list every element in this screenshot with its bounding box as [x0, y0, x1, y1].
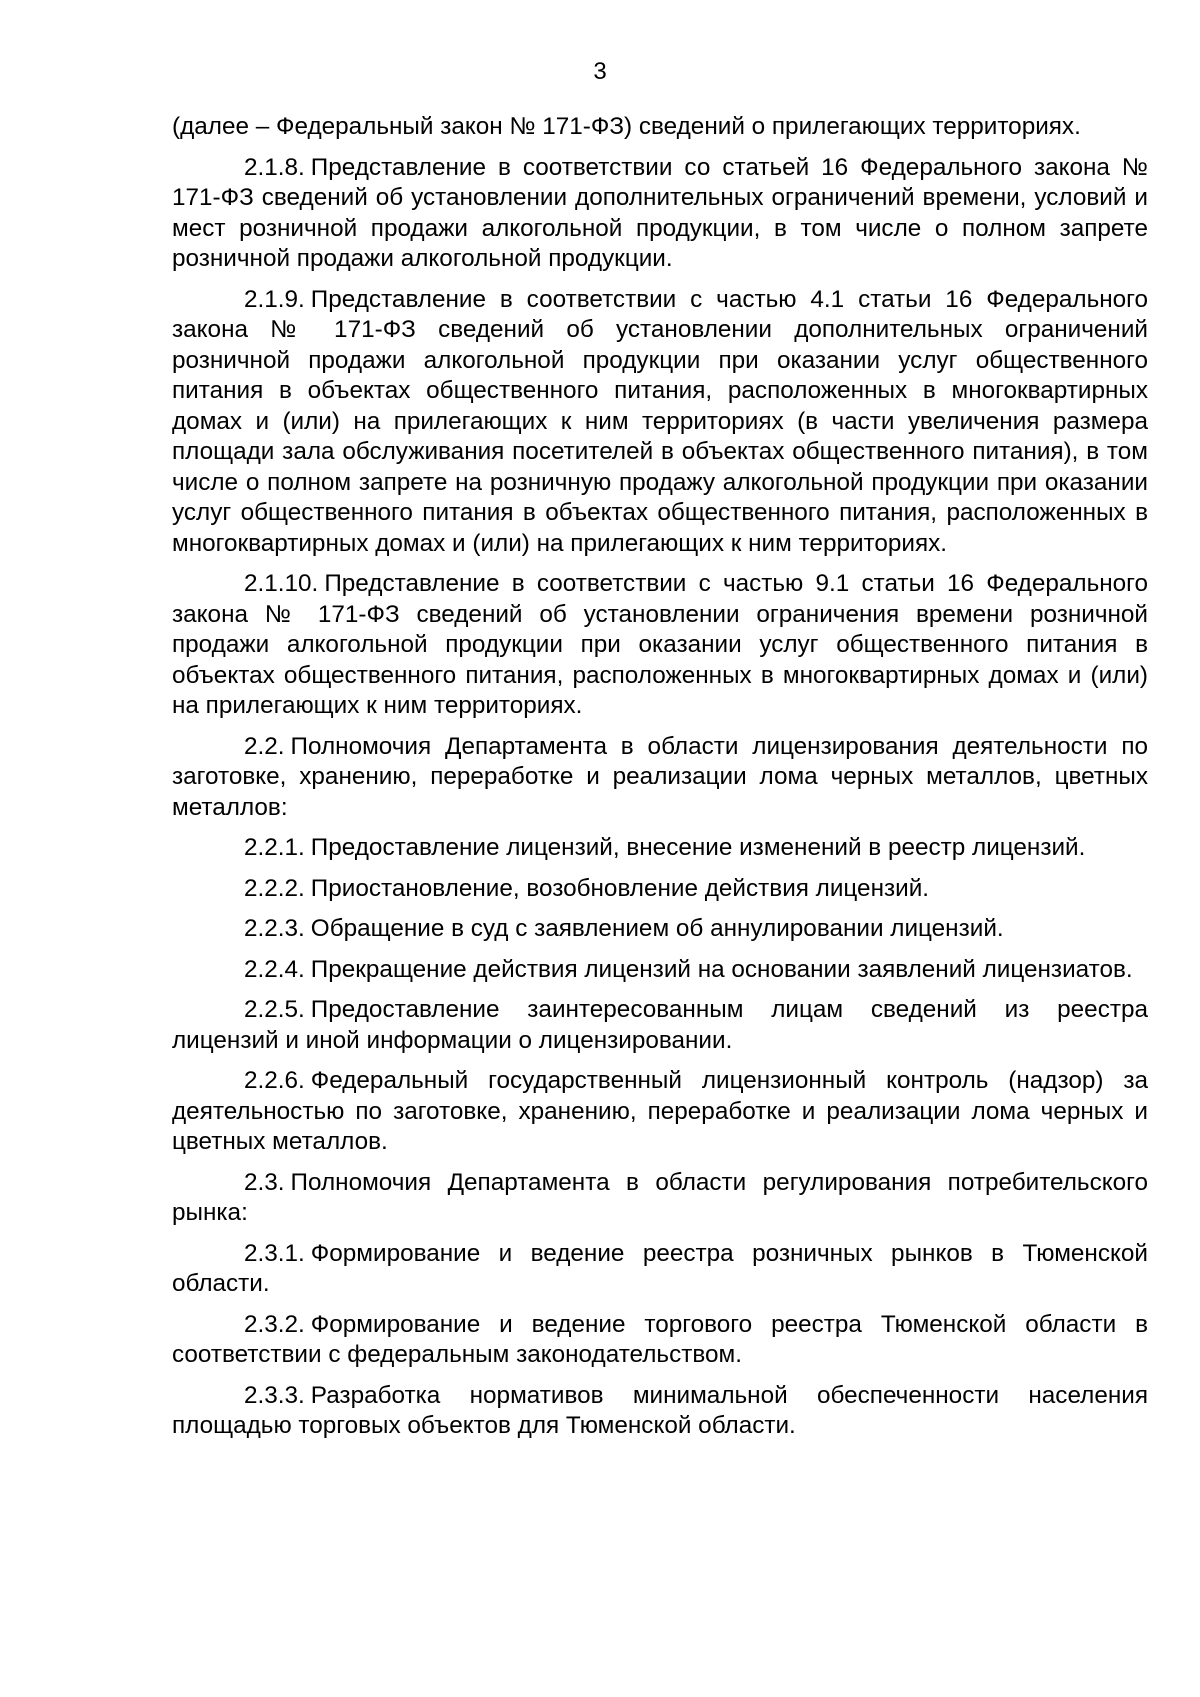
paragraph-number: 2.2.6. — [244, 1067, 305, 1094]
paragraph-number: 2.3.2. — [244, 1310, 305, 1338]
paragraph-number: 2.1.8. — [244, 153, 305, 181]
paragraph-text: Полномочия Департамента в области лицензирования деятельности по заготовке, хранению, переработке и реализации лома черных металлов, цветных металлов: — [172, 732, 1148, 821]
page-number: 3 — [593, 58, 607, 85]
paragraph-number: 2.3. — [244, 1168, 285, 1196]
paragraph-text: Предоставление заинтересованным лицам сведений из реестра лицензий и иной информации о лицензировании. — [172, 996, 1148, 1054]
paragraph-number: 2.2.3. — [244, 915, 305, 942]
paragraph-2-3 — [172, 1168, 1148, 1229]
paragraph-text: Прекращение действия лицензий на основании заявлений лицензиатов. — [310, 955, 1133, 983]
paragraph-2-2-6 — [172, 1066, 1148, 1158]
paragraph-continuation — [172, 112, 1148, 143]
paragraph-number: 2.3.1. — [244, 1239, 305, 1267]
paragraph-text: Полномочия Департамента в области регулирования потребительского рынка: — [172, 1168, 1148, 1226]
paragraph-text: Представление в соответствии со статьей 16 Федерального закона № 171-ФЗ сведений об установлении дополнительных ограничений времени, условий и мест розничной продажи алкогольной продукции, в том числе о полном запрете розничной продажи алкогольной продукции. — [172, 153, 1148, 272]
paragraph-number: 2.2.1. — [244, 834, 305, 861]
paragraph-number: 2.2. — [244, 732, 285, 760]
paragraph-2-1-9 — [172, 285, 1148, 560]
paragraph-2-3-1 — [172, 1239, 1148, 1300]
paragraph-2-2 — [172, 732, 1148, 824]
paragraph-2-2-2 — [172, 874, 1148, 905]
paragraph-2-1-10 — [172, 569, 1148, 722]
paragraph-2-2-1 — [172, 833, 1148, 864]
paragraph-number: 2.2.5. — [244, 996, 305, 1023]
paragraph-2-3-2 — [172, 1310, 1148, 1371]
paragraph-2-2-5 — [172, 995, 1148, 1056]
paragraph-text: Обращение в суд с заявлением об аннулировании лицензий. — [310, 915, 1004, 942]
paragraph-2-3-3 — [172, 1381, 1148, 1442]
document-body — [172, 112, 1148, 1452]
paragraph-2-1-8 — [172, 153, 1148, 275]
paragraph-text: Разработка нормативов минимальной обеспеченности населения площадью торговых объектов для Тюменской области. — [172, 1381, 1148, 1439]
paragraph-number: 2.2.2. — [244, 874, 305, 902]
paragraph-text: Формирование и ведение реестра розничных рынков в Тюменской области. — [172, 1239, 1148, 1297]
paragraph-text: Федеральный государственный лицензионный контроль (надзор) за деятельностью по заготовке, хранению, переработке и реализации лома черных и цветных металлов. — [172, 1067, 1148, 1155]
paragraph-text: (далее – Федеральный закон № 171-ФЗ) сведений о прилегающих территориях. — [172, 113, 1081, 140]
paragraph-text: Представление в соответствии с частью 4.1 статьи 16 Федерального закона № 171-ФЗ сведений об установлении дополнительных ограничений розничной продажи алкогольной продукции при оказании услуг общественного питания в объектах общественного питания, расположенных в многоквартирных домах и (или) на прилегающих к ним территориях (в части увеличения размера площади зала обслуживания посетителей в объектах общественного питания), в том числе о полном запрете на розничную продажу алкогольной продукции при оказании услуг общественного питания в объектах общественного питания, расположенных в многоквартирных домах и (или) на прилегающих к ним территориях. — [172, 285, 1148, 557]
paragraph-text: Формирование и ведение торгового реестра Тюменской области в соответствии с федеральным законодательством. — [172, 1310, 1148, 1368]
paragraph-2-2-3 — [172, 914, 1148, 945]
paragraph-text: Приостановление, возобновление действия лицензий. — [310, 874, 930, 902]
paragraph-text: Предоставление лицензий, внесение изменений в реестр лицензий. — [310, 834, 1086, 861]
paragraph-number: 2.1.9. — [244, 285, 305, 313]
paragraph-number: 2.3.3. — [244, 1381, 305, 1409]
paragraph-number: 2.2.4. — [244, 955, 305, 983]
paragraph-number: 2.1.10. — [244, 570, 319, 597]
paragraph-2-2-4 — [172, 955, 1148, 986]
paragraph-text: Представление в соответствии с частью 9.1 статьи 16 Федерального закона № 171-ФЗ сведений об установлении ограничения времени розничной продажи алкогольной продукции при оказании услуг общественного питания в объектах общественного питания, расположенных в многоквартирных домах и (или) на прилегающих к ним территориях. — [172, 570, 1148, 719]
